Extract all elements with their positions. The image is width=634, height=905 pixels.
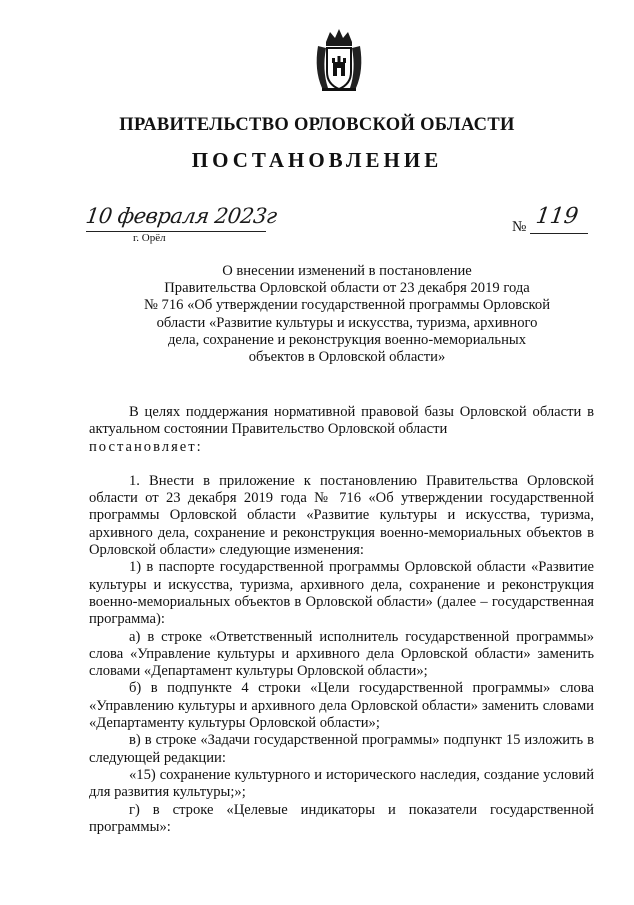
- number-underline: [530, 233, 588, 234]
- subject-line: № 716 «Об утверждении государственной программы Орловской: [143, 297, 551, 314]
- document-subject: [100, 263, 594, 366]
- subject-line: О внесении изменений в постановление: [222, 263, 472, 279]
- item-a-paragraph: а) в строке «Ответственный исполнитель государственной программы» слова «Управление культуры и архивного дела Орловской области» заменить словами «Департамент культуры Орловской области»;: [89, 628, 594, 680]
- preamble-paragraph: [89, 404, 594, 456]
- city-label: г. Орёл: [133, 232, 166, 244]
- government-title: ПРАВИТЕЛЬСТВО ОРЛОВСКОЙ ОБЛАСТИ: [119, 115, 515, 135]
- paragraph-gap: [89, 456, 594, 473]
- item-v-quote: «15) сохранение культурного и исторического наследия, создание условий для развития культуры;»;: [89, 766, 594, 801]
- handwritten-number: 119: [534, 204, 580, 229]
- item-g-paragraph: г) в строке «Целевые индикаторы и показатели государственной программы»:: [89, 801, 594, 835]
- item-1-paragraph: 1. Внести в приложение к постановлению Правительства Орловской области от 23 декабря 2019 года № 716 «Об утверждении государственной программы Орловской области «Развитие культуры и искусства, туризма, архивного дела, сохранение и реконструкция военно-мемориальных объектов в Орловской области» следующие изменения:: [89, 472, 594, 559]
- subject-line: объектов в Орловской области»: [248, 349, 446, 366]
- subject-line: Правительства Орловской области от 23 декабря 2019 года: [164, 280, 530, 297]
- item-v-paragraph: в) в строке «Задачи государственной программы» подпункт 15 изложить в следующей редакции:: [89, 732, 594, 766]
- preamble-verb: постановляет:: [89, 438, 203, 455]
- subject-line: дела, сохранение и реконструкция военно-мемориальных: [168, 331, 526, 348]
- handwritten-date: 10 февраля 2023г: [84, 204, 279, 228]
- item-1-1-paragraph: 1) в паспорте государственной программы Орловской области «Развитие культуры и искусства, туризма, архивного дела, сохранение и реконструкция военно-мемориальных объектов в Орловской области» (далее – государственная программа):: [89, 559, 594, 628]
- preamble-text: В целях поддержания нормативной правовой базы Орловской области в актуальном состоянии Правительство Орловской области: [89, 404, 594, 438]
- item-b-paragraph: б) в подпункте 4 строки «Цели государственной программы» слова «Управлению культуры и архивного дела Орловской области» заменить словами «Департаменту культуры Орловской области»;: [89, 680, 594, 732]
- document-type-title: ПОСТАНОВЛЕНИЕ: [191, 148, 443, 172]
- date-underline: [86, 231, 266, 232]
- coat-of-arms-icon: [312, 26, 366, 94]
- subject-line: области «Развитие культуры и искусства, туризма, архивного: [156, 314, 538, 331]
- number-label: №: [512, 219, 527, 235]
- document-body: [89, 404, 594, 836]
